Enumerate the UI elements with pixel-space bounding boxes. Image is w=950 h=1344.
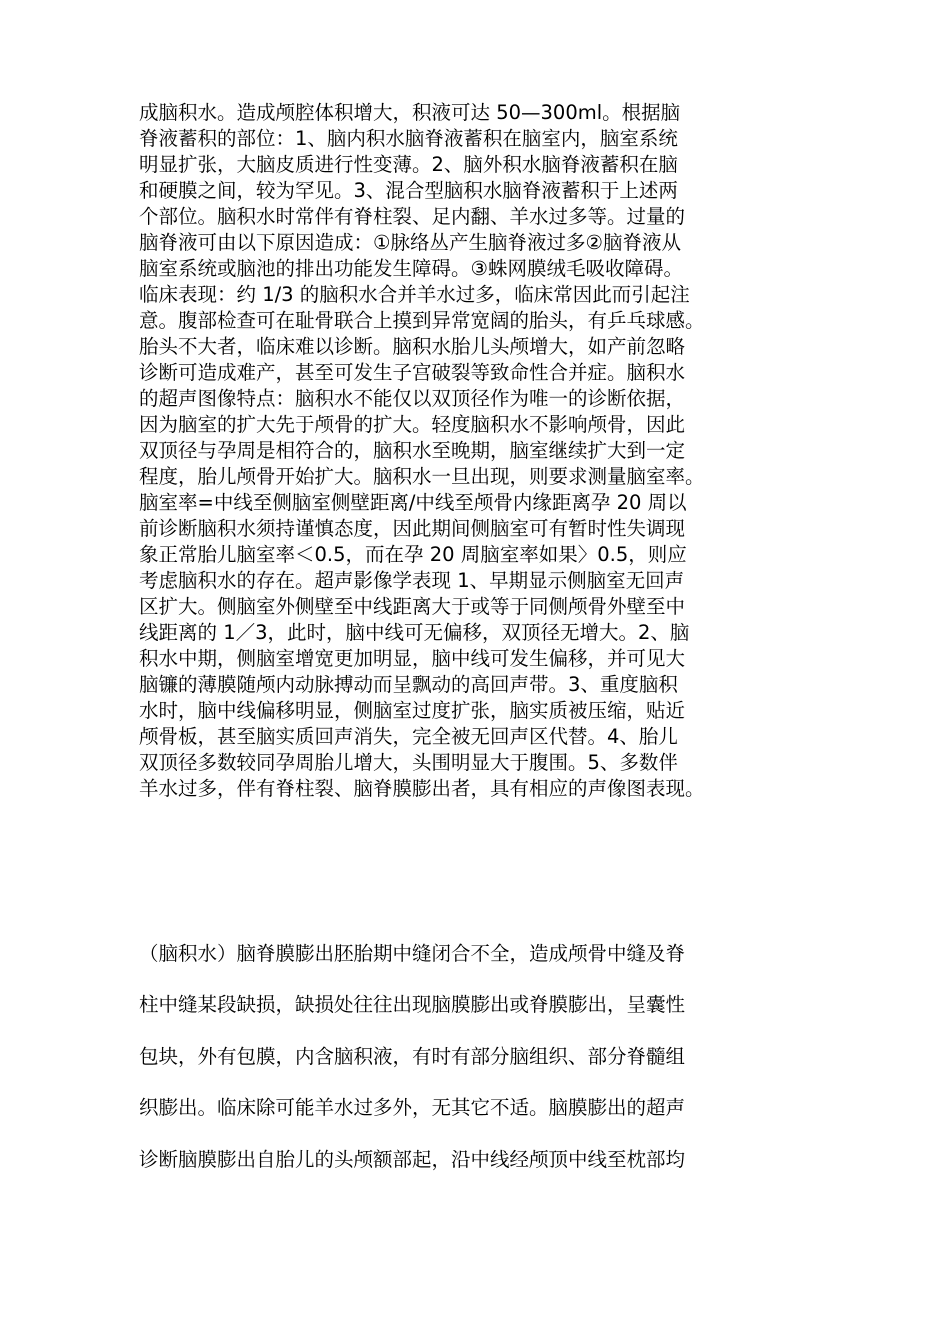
text-line: 脑脊液可由以下原因造成：①脉络丛产生脑脊液过多②脑脊液从 [139,231,681,254]
text-line: 线距离的 1／3，此时，脑中线可无偏移，双顶径无增大。2、脑 [139,621,690,644]
text-line: 因为脑室的扩大先于颅骨的扩大。轻度脑积水不影响颅骨，因此 [139,413,686,436]
text-line: 诊断脑膜膨出自胎儿的头颅额部起，沿中线经颅顶中线至枕部均 [139,1147,686,1171]
text-line: 象正常胎儿脑室率＜0.5，而在孕 20 周脑室率如果〉0.5，则应 [139,543,687,566]
text-line: 脑镰的薄膜随颅内动脉搏动而呈飘动的高回声带。3、重度脑积 [139,673,678,696]
text-line: 意。腹部检查可在耻骨联合上摸到异常宽阔的胎头，有乒乓球感。 [139,309,705,332]
text-line: 前诊断脑积水须持谨慎态度，因此期间侧脑室可有暂时性失调现 [139,517,686,540]
text-line: 包块，外有包膜，内含脑积液，有时有部分脑组织、部分脊髓组 [139,1044,686,1068]
text-line: 区扩大。侧脑室外侧壁至中线距离大于或等于同侧颅骨外壁至中 [139,595,686,618]
text-line: 胎头不大者，临床难以诊断。脑积水胎儿头颅增大，如产前忽略 [139,335,686,358]
text-line: 考虑脑积水的存在。超声影像学表现 1、早期显示侧脑室无回声 [139,569,685,592]
text-line: 双顶径多数较同孕周胎儿增大，头围明显大于腹围。5、多数伴 [139,751,678,774]
text-line: 脑室系统或脑池的排出功能发生障碍。③蛛网膜绒毛吸收障碍。 [139,257,683,280]
text-line: 程度，胎儿颅骨开始扩大。脑积水一旦出现，则要求测量脑室率。 [139,465,705,488]
text-line: 织膨出。临床除可能羊水过多外，无其它不适。脑膜膨出的超声 [139,1096,686,1120]
text-line: 的超声图像特点：脑积水不能仅以双顶径作为唯一的诊断依据， [139,387,686,410]
text-line: 诊断可造成难产，甚至可发生子宫破裂等致命性合并症。脑积水 [139,361,686,384]
text-line: 临床表现：约 1/3 的脑积水合并羊水过多，临床常因此而引起注 [139,283,690,306]
text-line: 双顶径与孕周是相符合的，脑积水至晚期，脑室继续扩大到一定 [139,439,686,462]
paragraph-hydrocephalus [139,100,819,802]
text-line: 水时，脑中线偏移明显，侧脑室过度扩张，脑实质被压缩，贴近 [139,699,686,722]
paragraph-meningocele [139,928,819,1185]
text-line: 脑室率=中线至侧脑室侧壁距离/中线至颅骨内缘距离孕 20 周以 [139,491,687,514]
text-line: 个部位。脑积水时常伴有脊柱裂、足内翻、羊水过多等。过量的 [139,205,686,228]
text-line: 颅骨板，甚至脑实质回声消失，完全被无回声区代替。4、胎儿 [139,725,678,748]
text-line: 积水中期，侧脑室增宽更加明显，脑中线可发生偏移，并可见大 [139,647,686,670]
text-line: 柱中缝某段缺损，缺损处往往出现脑膜膨出或脊膜膨出，呈囊性 [139,993,686,1017]
text-line: 羊水过多，伴有脊柱裂、脑脊膜膨出者，具有相应的声像图表现。 [139,777,705,800]
text-line: 脊液蓄积的部位：1、脑内积水脑脊液蓄积在脑室内，脑室系统 [139,127,678,150]
text-line: 和硬膜之间，较为罕见。3、混合型脑积水脑脊液蓄积于上述两 [139,179,678,202]
text-line: 明显扩张，大脑皮质进行性变薄。2、脑外积水脑脊液蓄积在脑 [139,153,678,176]
text-line: 成脑积水。造成颅腔体积增大，积液可达 50—300ml。根据脑 [139,101,681,124]
text-line: （脑积水）脑脊膜膨出胚胎期中缝闭合不全，造成颅骨中缝及脊 [139,942,686,965]
